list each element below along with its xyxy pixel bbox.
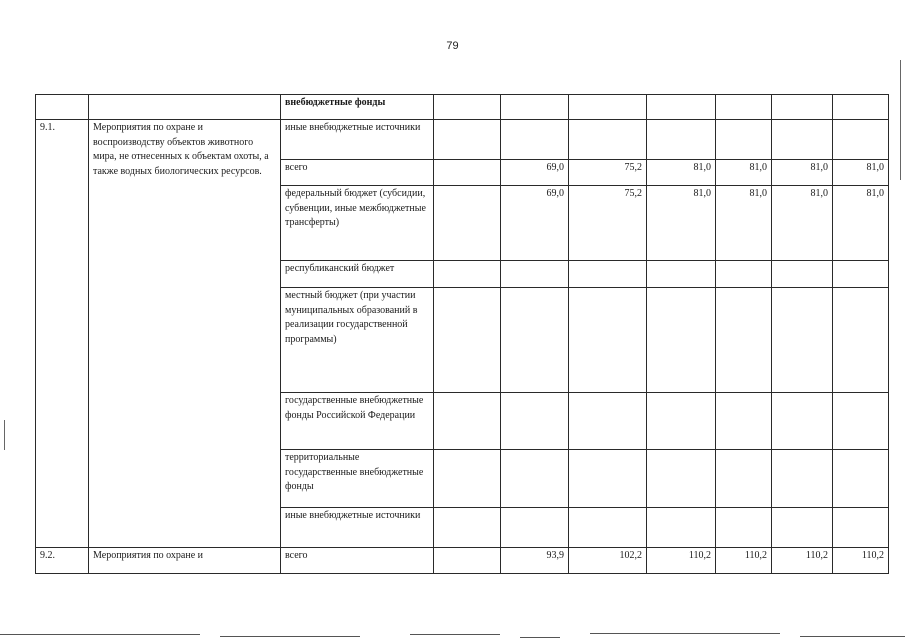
- scan-artifact-line: [800, 636, 905, 637]
- value-cell: [434, 160, 501, 186]
- value-cell: [716, 508, 772, 548]
- value-cell: [501, 393, 569, 450]
- value-cell: [716, 393, 772, 450]
- value-cell: [833, 288, 889, 393]
- scan-artifact-line: [4, 420, 5, 450]
- value-cell: [501, 261, 569, 288]
- value-cell: [434, 261, 501, 288]
- funding-source-cell: местный бюджет (при участии муниципальных образований в реализации государственной программы): [281, 288, 434, 393]
- value-cell: [501, 95, 569, 120]
- scan-artifact-line: [590, 633, 780, 634]
- value-cell: [716, 95, 772, 120]
- value-cell: 102,2: [569, 548, 647, 574]
- table-row: [36, 120, 889, 160]
- value-cell: [833, 508, 889, 548]
- value-cell: [647, 95, 716, 120]
- value-cell: [501, 120, 569, 160]
- value-cell: [434, 95, 501, 120]
- value-cell: 110,2: [833, 548, 889, 574]
- value-cell: 110,2: [772, 548, 833, 574]
- value-cell: [569, 393, 647, 450]
- value-cell: [772, 120, 833, 160]
- value-cell: [569, 120, 647, 160]
- value-cell: [833, 393, 889, 450]
- measure-name-cell: [89, 95, 281, 120]
- value-cell: [569, 261, 647, 288]
- value-cell: [647, 393, 716, 450]
- value-cell: [647, 261, 716, 288]
- funding-source-cell: внебюджетные фонды: [281, 95, 434, 120]
- funding-source-cell: республиканский бюджет: [281, 261, 434, 288]
- value-cell: 81,0: [833, 186, 889, 261]
- funding-source-cell: всего: [281, 160, 434, 186]
- table-row: [36, 548, 889, 574]
- value-cell: 81,0: [647, 186, 716, 261]
- value-cell: [772, 288, 833, 393]
- value-cell: 81,0: [772, 186, 833, 261]
- scan-artifact-line: [0, 634, 200, 635]
- value-cell: 81,0: [833, 160, 889, 186]
- value-cell: 93,9: [501, 548, 569, 574]
- value-cell: [434, 393, 501, 450]
- value-cell: [716, 450, 772, 508]
- value-cell: [647, 288, 716, 393]
- scan-artifact-line: [520, 637, 560, 638]
- measure-name-cell: Мероприятия по охране и воспроизводству объектов животного мира, не отнесенных к объектам охоты, а также водных биологических ресурсов.: [89, 120, 281, 548]
- value-cell: [569, 450, 647, 508]
- value-cell: [434, 186, 501, 261]
- value-cell: [647, 508, 716, 548]
- value-cell: [501, 288, 569, 393]
- table-row: [36, 95, 889, 120]
- value-cell: 110,2: [647, 548, 716, 574]
- value-cell: [772, 450, 833, 508]
- value-cell: [434, 450, 501, 508]
- funding-source-cell: всего: [281, 548, 434, 574]
- funding-source-cell: территориальные государственные внебюджетные фонды: [281, 450, 434, 508]
- funding-source-cell: государственные внебюджетные фонды Российской Федерации: [281, 393, 434, 450]
- value-cell: [833, 120, 889, 160]
- value-cell: [716, 120, 772, 160]
- scan-artifact-line: [900, 60, 901, 180]
- value-cell: 75,2: [569, 160, 647, 186]
- value-cell: [833, 95, 889, 120]
- row-number-cell: 9.2.: [36, 548, 89, 574]
- value-cell: 69,0: [501, 186, 569, 261]
- value-cell: [716, 288, 772, 393]
- value-cell: [647, 450, 716, 508]
- value-cell: [434, 508, 501, 548]
- value-cell: [833, 261, 889, 288]
- value-cell: 110,2: [716, 548, 772, 574]
- value-cell: 75,2: [569, 186, 647, 261]
- scan-artifact-line: [410, 634, 500, 635]
- row-number-cell: [36, 95, 89, 120]
- value-cell: [772, 261, 833, 288]
- row-number-cell: 9.1.: [36, 120, 89, 548]
- funding-source-cell: иные внебюджетные источники: [281, 508, 434, 548]
- funding-source-cell: иные внебюджетные источники: [281, 120, 434, 160]
- value-cell: [501, 508, 569, 548]
- value-cell: [501, 450, 569, 508]
- value-cell: [569, 95, 647, 120]
- value-cell: 69,0: [501, 160, 569, 186]
- value-cell: 81,0: [716, 160, 772, 186]
- funding-source-cell: федеральный бюджет (субсидии, субвенции, иные межбюджетные трансферты): [281, 186, 434, 261]
- value-cell: [772, 95, 833, 120]
- value-cell: [772, 508, 833, 548]
- value-cell: 81,0: [716, 186, 772, 261]
- budget-table: [35, 94, 889, 574]
- value-cell: [569, 508, 647, 548]
- value-cell: [434, 548, 501, 574]
- value-cell: [647, 120, 716, 160]
- value-cell: 81,0: [647, 160, 716, 186]
- value-cell: [569, 288, 647, 393]
- value-cell: [434, 120, 501, 160]
- page-number: 79: [446, 40, 459, 52]
- measure-name-cell: Мероприятия по охране и: [89, 548, 281, 574]
- value-cell: [716, 261, 772, 288]
- value-cell: [434, 288, 501, 393]
- value-cell: [772, 393, 833, 450]
- scan-artifact-line: [220, 636, 360, 637]
- value-cell: 81,0: [772, 160, 833, 186]
- value-cell: [833, 450, 889, 508]
